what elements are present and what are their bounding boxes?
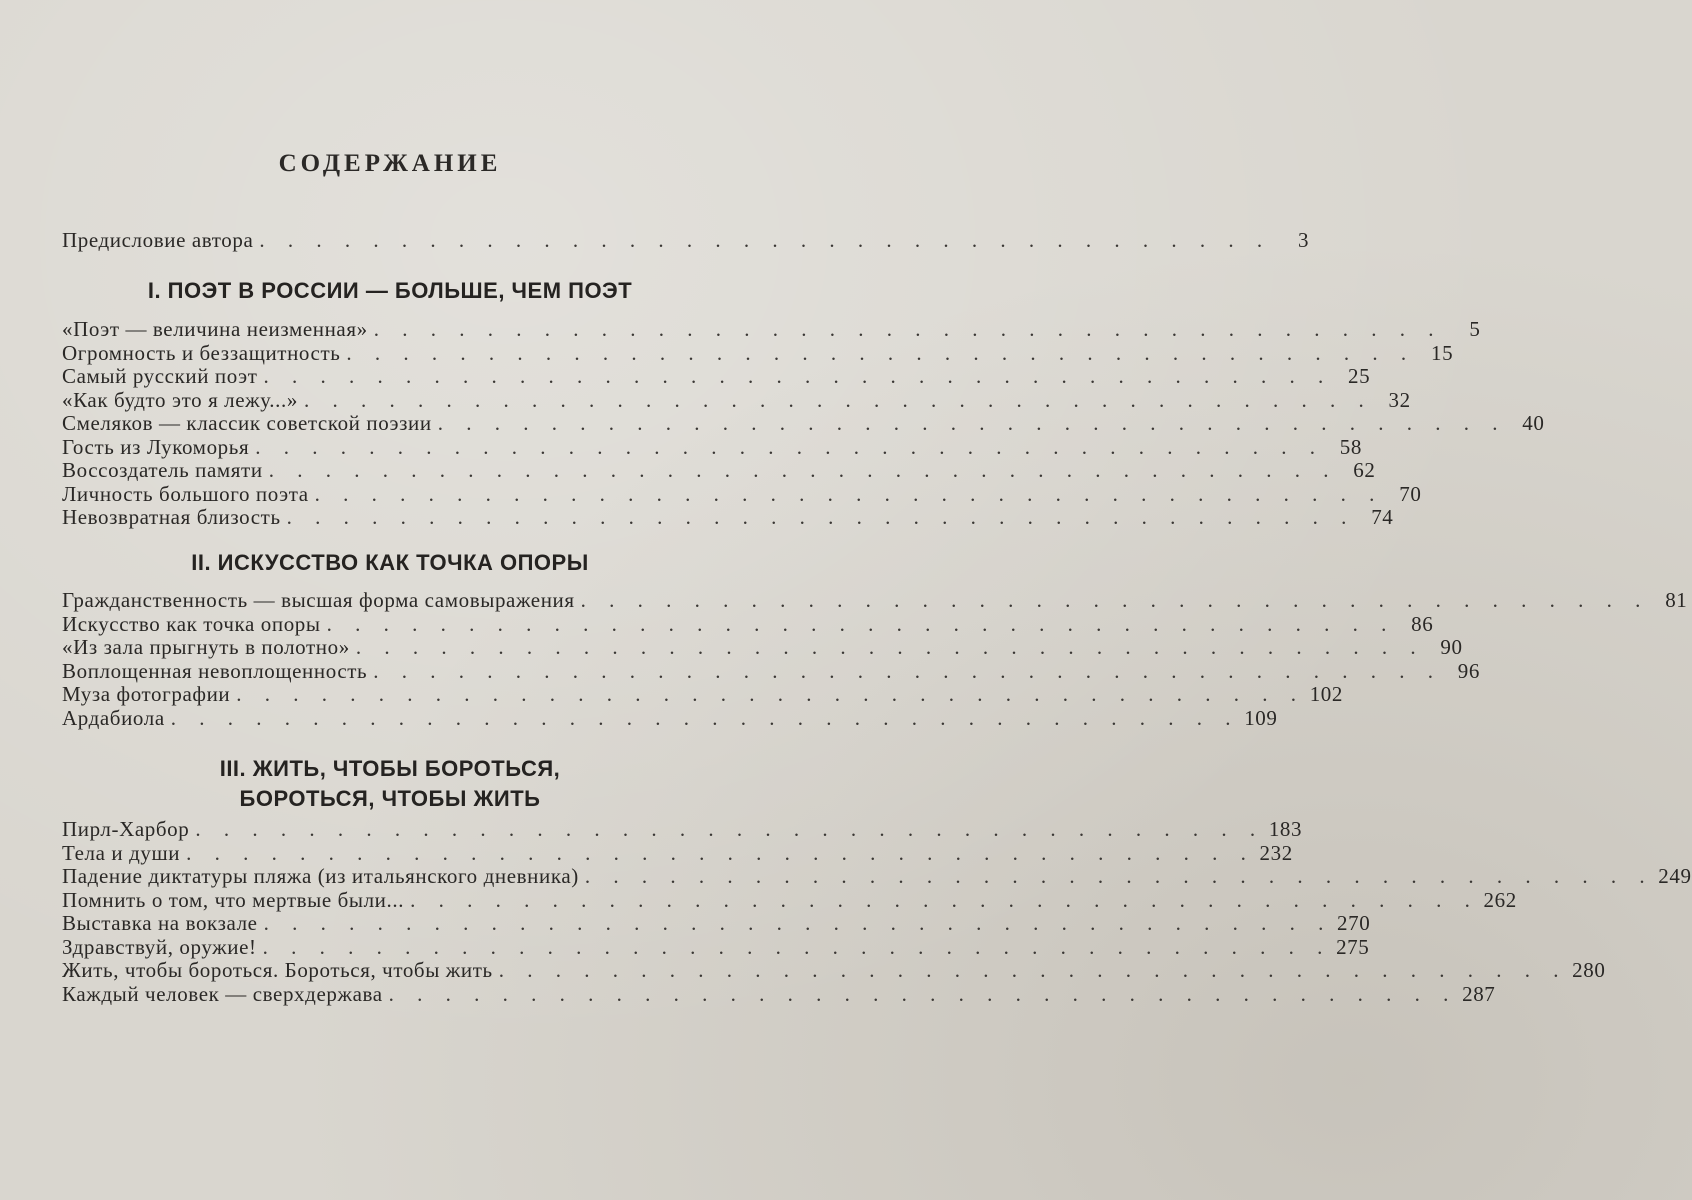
toc-entry-page: 32 — [1388, 387, 1411, 412]
toc-entry-page: 249 — [1658, 864, 1692, 888]
toc-entry-text: Предисловие автора — [62, 228, 254, 252]
toc-entry-text: «Поэт — величина неизменная» — [62, 317, 368, 341]
page-title: СОДЕРЖАНИЕ — [278, 150, 502, 177]
toc-entry — [62, 588, 1688, 613]
toc-entry-page: 262 — [1483, 887, 1517, 912]
toc-entry — [62, 458, 1376, 483]
toc-entry-page: 25 — [1348, 364, 1371, 388]
toc-entry — [62, 864, 1692, 889]
toc-entry — [62, 817, 1303, 842]
toc-entry-text: Тела и души — [62, 840, 181, 865]
dot-leader: . . . . . . . . . . . . . . . . . . . . . . . . . . . . . . . . . . . . . . — [355, 635, 1425, 659]
toc-entry-page: 5 — [1469, 317, 1481, 341]
toc-entry-text: Жить, чтобы бороться. Бороться, чтобы жить — [62, 958, 493, 982]
toc-entry-text: Каждый человек — сверхдержава — [62, 981, 383, 1006]
dot-leader: . . . . . . . . . . . . . . . . . . . . . . . . . . . . . . . . . . . . . . — [314, 481, 1384, 506]
section-heading-line: I. ПОЭТ В РОССИИ — БОЛЬШЕ, ЧЕМ ПОЭТ — [147, 278, 633, 303]
section-heading-line: III. ЖИТЬ, ЧТОБЫ БОРОТЬСЯ, — [219, 756, 561, 781]
dot-leader: . . . . . . . . . . . . . . . . . . . . . . . . . . . . . . . . . . . . . . — [255, 434, 1324, 459]
toc-entry-text: Самый русский поэт — [62, 364, 258, 388]
toc-entry-text: Здравствуй, оружие! — [62, 934, 257, 959]
toc-entry — [62, 958, 1606, 983]
section-heading-2 — [0, 548, 780, 578]
toc-entry-text: Гость из Лукоморья — [62, 434, 250, 459]
section-heading-line: БОРОТЬСЯ, ЧТОБЫ ЖИТЬ — [239, 786, 541, 811]
dot-leader: . . . . . . . . . . . . . . . . . . . . . . . . . . . . . . . . . . . . . . — [326, 611, 1396, 636]
toc-entry-text: Выставка на вокзале — [62, 911, 258, 935]
dot-leader: . . . . . . . . . . . . . . . . . . . . . . . . . . . . . . . . . . . . — [259, 228, 1272, 252]
toc-entry-text: Воссоздатель памяти — [62, 458, 263, 482]
toc-entry — [62, 364, 1371, 389]
toc-entry — [62, 682, 1344, 707]
toc-entry-page: 3 — [1298, 228, 1310, 252]
toc-entry — [62, 934, 1370, 960]
toc-entry — [62, 317, 1481, 342]
dot-leader: . . . . . . . . . . . . . . . . . . . . . . . . . . . . . . . . . . . . . . — [580, 588, 1650, 612]
toc-entry — [62, 705, 1278, 731]
toc-entry — [62, 840, 1293, 866]
dot-leader: . . . . . . . . . . . . . . . . . . . . . . . . . . . . . . . . . . . . . . — [373, 317, 1443, 341]
toc-entry — [62, 611, 1434, 637]
dot-leader: . . . . . . . . . . . . . . . . . . . . . . . . . . . . . . . . . . . . . . — [263, 364, 1333, 388]
toc-entry — [62, 658, 1480, 684]
toc-entry-page: 96 — [1457, 658, 1480, 683]
toc-entry-page: 74 — [1371, 505, 1394, 529]
toc-entry-text: Муза фотографии — [62, 682, 231, 706]
toc-entry-page: 86 — [1411, 611, 1434, 636]
dot-leader: . . . . . . . . . . . . . . . . . . . . . . . . . . . . . . . . . . . . . . — [388, 981, 1458, 1006]
section-3-entries — [62, 817, 1692, 1006]
toc-entry-text: «Из зала прыгнуть в полотно» — [62, 635, 350, 659]
toc-entry-preface — [62, 228, 1310, 253]
toc-entry — [62, 481, 1422, 507]
dot-leader: . . . . . . . . . . . . . . . . . . . . . . . . . . . . . . . . . . . . . . — [268, 458, 1338, 482]
toc-entry-page: 232 — [1259, 840, 1293, 865]
section-heading-3 — [0, 754, 780, 814]
dot-leader: . . . . . . . . . . . . . . . . . . . . . . . . . . . . . . . . . . . . . . — [262, 934, 1332, 959]
dot-leader: . . . . . . . . . . . . . . . . . . . . . . . . . . . . . . . . . . . . . . — [236, 682, 1306, 706]
toc-entry-text: Помнить о том, что мертвые были... — [62, 887, 405, 912]
section-1-entries — [62, 317, 1545, 530]
toc-entry — [62, 505, 1394, 530]
toc-entry-page: 270 — [1337, 911, 1371, 935]
toc-entry-page: 15 — [1430, 340, 1454, 365]
dot-leader: . . . . . . . . . . . . . . . . . . . . . . . . . . . . . . . . . . . . . . — [303, 387, 1373, 412]
dot-leader: . . . . . . . . . . . . . . . . . . . . . . . . . . . . . . . . . . . . . . — [170, 705, 1240, 730]
toc-entry — [62, 340, 1454, 366]
toc-entry-page: 109 — [1244, 705, 1278, 730]
toc-entry-text: Смеляков — классик советской поэзии — [62, 411, 432, 435]
toc-entry-page: 275 — [1336, 934, 1370, 959]
dot-leader: . . . . . . . . . . . . . . . . . . . . . . . . . . . . . . . . . . . . . . — [346, 340, 1416, 365]
toc-entry — [62, 434, 1362, 460]
toc-entry-text: Воплощенная невоплощенность — [62, 658, 368, 683]
toc-entry-page: 70 — [1399, 481, 1422, 506]
toc-entry-page: 280 — [1572, 958, 1606, 982]
dot-leader: . . . . . . . . . . . . . . . . . . . . . . . . . . . . . . . . . . . . . . — [373, 658, 1442, 683]
toc-entry-text: Гражданственность — высшая форма самовыражения — [62, 588, 575, 612]
toc-entry-page: 183 — [1268, 817, 1303, 841]
toc-entry-text: Ардабиола — [62, 705, 165, 730]
section-2-entries — [62, 588, 1688, 730]
toc-entry — [62, 411, 1545, 436]
toc-entry — [62, 981, 1496, 1007]
toc-entry-page: 40 — [1522, 411, 1545, 435]
toc-entry-page: 62 — [1353, 458, 1376, 482]
toc-entry-page: 81 — [1665, 588, 1688, 612]
toc-entry — [62, 911, 1371, 936]
toc-entry-text: Падение диктатуры пляжа (из итальянского дневника) — [62, 864, 579, 888]
toc-entry — [62, 387, 1411, 413]
toc-entry-page: 58 — [1339, 434, 1362, 459]
toc-entry — [62, 887, 1517, 913]
section-heading-1 — [0, 276, 780, 306]
dot-leader: . . . . . . . . . . . . . . . . . . . . . . . . . . . . . . . . . . . . . . — [286, 505, 1356, 529]
toc-entry-text: Искусство как точка опоры — [62, 611, 321, 636]
dot-leader: . . . . . . . . . . . . . . . . . . . . . . . . . . . . . . . . . . . . . . — [263, 911, 1333, 935]
toc-entry-text: «Как будто это я лежу...» — [62, 387, 298, 412]
dot-leader: . . . . . . . . . . . . . . . . . . . . . . . . . . . . . . . . . . . . . . — [195, 817, 1265, 841]
toc-entry-page: 287 — [1462, 981, 1496, 1006]
toc-entry-text: Огромность и беззащитность — [62, 340, 341, 365]
toc-entry-page: 90 — [1440, 635, 1463, 659]
dot-leader: . . . . . . . . . . . . . . . . . . . . . . . . . . . . . . . . . . . . . . — [498, 958, 1568, 982]
toc-entry-text: Невозвратная близость — [62, 505, 281, 529]
dot-leader: . . . . . . . . . . . . . . . . . . . . . . . . . . . . . . . . . . . . . . — [584, 864, 1654, 888]
section-heading-line: II. ИСКУССТВО КАК ТОЧКА ОПОРЫ — [191, 550, 589, 575]
toc-entry-page: 102 — [1309, 682, 1344, 706]
toc-entry-text: Пирл-Харбор — [62, 817, 190, 841]
dot-leader: . . . . . . . . . . . . . . . . . . . . . . . . . . . . . . . . . . . . . . — [410, 887, 1479, 912]
toc-entry — [62, 635, 1463, 660]
dot-leader: . . . . . . . . . . . . . . . . . . . . . . . . . . . . . . . . . . . . . . — [437, 411, 1507, 435]
dot-leader: . . . . . . . . . . . . . . . . . . . . . . . . . . . . . . . . . . . . . . — [186, 840, 1255, 865]
toc-entry-text: Личность большого поэта — [62, 481, 309, 506]
